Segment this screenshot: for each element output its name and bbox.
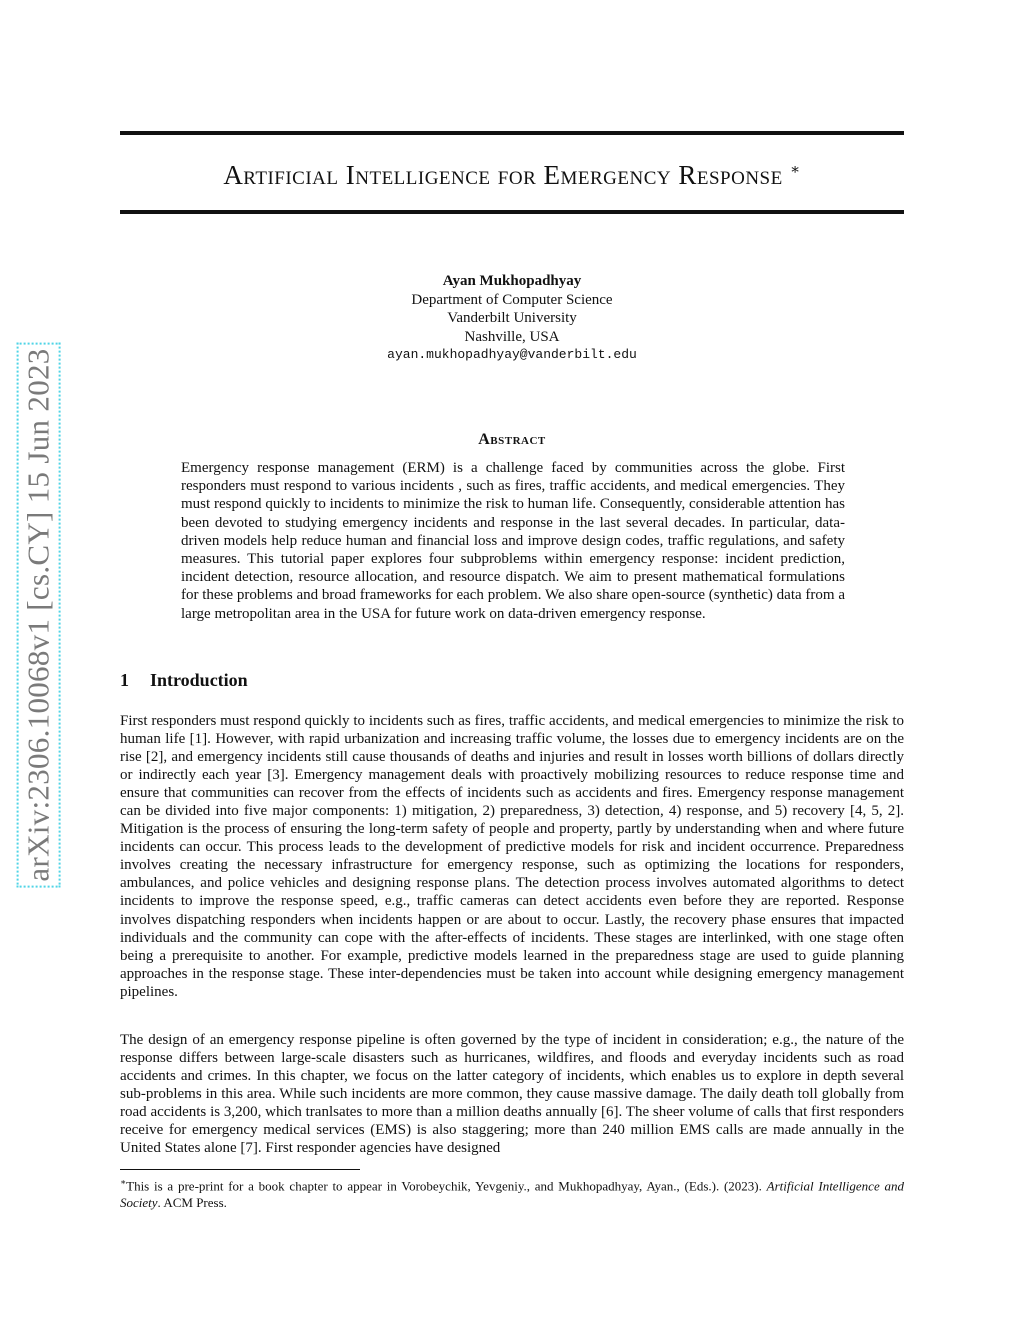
author-name: Ayan Mukhopadhyay xyxy=(442,273,582,289)
arxiv-stamp xyxy=(16,320,62,910)
author-email[interactable]: ayan.mukhopadhyay@vanderbilt.edu xyxy=(387,347,637,362)
paper-title-text: Artificial Intelligence for Emergency Response xyxy=(223,160,783,190)
author-university: Vanderbilt University xyxy=(447,310,577,326)
arxiv-stamp-text: arXiv:2306.10068v1 [cs.CY] 15 Jun 2023 xyxy=(17,342,61,887)
abstract-heading: Abstract xyxy=(478,431,546,448)
section-number: 1 xyxy=(120,670,129,690)
author-location: Nashville, USA xyxy=(464,328,560,345)
footnote-text: This is a pre-print for a book chapter to appear in Vorobeychik, Yevgeniy., and Mukhopadhyay, Ayan., (Eds.). (2023). xyxy=(126,1178,767,1194)
abstract-text: Emergency response management (ERM) is a challenge faced by communities across the globe. First responders must respond to various incidents , such as fires, traffic accidents, and medical emergencies. They must respond quickly to incidents to minimize the risk to human life. Consequently, considerable attention has been devoted to studying emergency incidents and response in the last several decades. In particular, data-driven models help reduce human and financial loss and improve design codes, traffic regulations, and safety measures. This tutorial paper explores four subproblems within emergency response: incident prediction, incident detection, resource allocation, and resource dispatch. We aim to present mathematical formulations for these problems and broad frameworks for each problem. We also share open-source (synthetic) data from a large metropolitan area in the USA for future work on data-driven emergency response. xyxy=(181,460,845,622)
footnote-publisher: . ACM Press. xyxy=(157,1195,227,1211)
author-block xyxy=(120,272,904,365)
section-title: Introduction xyxy=(150,670,248,690)
body-paragraph: First responders must respond quickly to incidents such as fires, traffic accidents, and medical emergencies to minimize the risk to human life [1]. However, with rapid urbanization and increasing traffic volume, the losses due to emergency incidents are on the rise [2], and emergency incidents still cause thousands of deaths and injuries and result in losses worth billions of dollars directly or indirectly each year [3]. Emergency management deals with proactively mobilizing resources to reduce response time and ensure that communities can recover from the effects of incidents such as accidents and fires. Emergency response management can be divided into five major components: 1) mitigation, 2) preparedness, 3) detection, 4) response, and 5) recovery [4, 5, 2]. Mitigation is the process of ensuring the long-term safety of people and property, partly by understanding when and where future incidents can occur. This process leads to the development of predictive models for risk and incident occurrence. Preparedness involves creating the necessary infrastructure for emergency response, such as optimizing the locations for responders, ambulances, and police vehicles and designing response plans. The detection process involves automated algorithms to detect incidents to improve the response speed, e.g., traffic cameras can detect accidents even before they are reported. Response involves dispatching responders when incidents happen or are about to occur. Lastly, the recovery phase ensures that impacted individuals and the community can cope with the after-effects of incidents. These stages are interlinked, with one stage often being a prerequisite to another. For example, predictive models learned in the preparedness stage are used to guide planning approaches in the response stage. These inter-dependencies must be taken into account while designing emergency management pipelines. xyxy=(120,713,904,1000)
footnote xyxy=(120,1174,904,1211)
footnote-book-title: Artificial Intelligence and Society xyxy=(120,1178,904,1211)
footnote-mark: ∗ xyxy=(120,1177,127,1187)
title-rule-bottom xyxy=(120,210,904,214)
title-rule-top xyxy=(120,131,904,135)
paper-title xyxy=(120,160,904,191)
section-heading xyxy=(120,670,248,691)
body-paragraph: The design of an emergency response pipeline is often governed by the type of incident in consideration; e.g., the nature of the response differs between large-scale disasters such as hurricanes, wildfires, and floods and everyday incidents such as road accidents and crimes. In this chapter, we focus on the latter category of incidents, which enables us to explore in depth several sub-problems in this area. While such incidents are more common, they cause massive damage. The daily death toll globally from road accidents is 3,200, which tranlsates to more than a million deaths annually [6]. The sheer volume of calls that first responders receive for emergency medical services (EMS) is also staggering; more than 240 million EMS calls are made annually in the United States alone [7]. First responder agencies have designed xyxy=(120,1032,904,1157)
author-department: Department of Computer Science xyxy=(411,291,613,308)
footnote-rule xyxy=(120,1169,360,1170)
title-footnote-mark[interactable]: ∗ xyxy=(789,162,801,178)
